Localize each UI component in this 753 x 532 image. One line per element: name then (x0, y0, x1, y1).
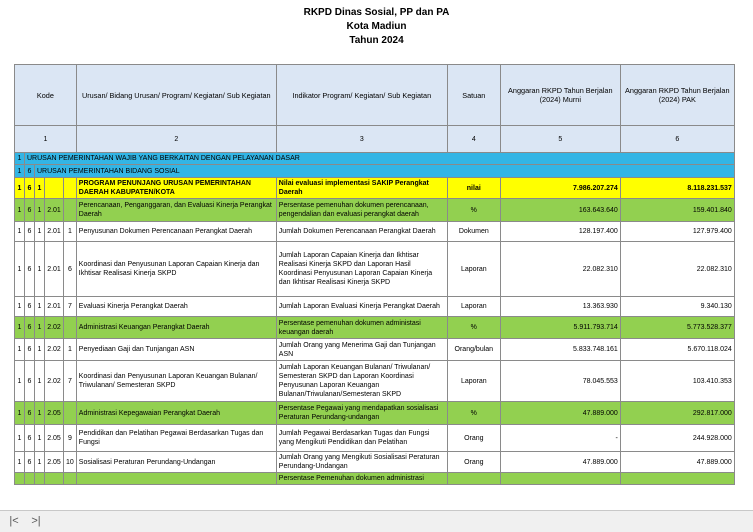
kode-5-cell (64, 473, 77, 485)
anggaran-pak-cell: 5.773.528.377 (620, 317, 734, 339)
kode-4-cell: 2.01 (45, 297, 64, 317)
kode-5-cell (64, 402, 77, 425)
title-line-1: RKPD Dinas Sosial, PP dan PA (303, 7, 450, 18)
col-number-1: 1 (15, 126, 77, 153)
kode-1-cell: 1 (15, 317, 25, 339)
kode-5-cell: 7 (64, 361, 77, 402)
title-line-3: Tahun 2024 (349, 35, 404, 46)
kode-3-cell: 1 (35, 297, 45, 317)
table-row (15, 178, 735, 199)
kode-1-cell: 1 (15, 153, 25, 165)
kode-2-cell: 6 (25, 402, 35, 425)
kode-4-cell: 2.01 (45, 242, 64, 297)
urusan-cell: Pendidikan dan Pelatihan Pegawai Berdasarkan Tugas dan Fungsi (76, 425, 276, 452)
satuan-cell: % (447, 317, 500, 339)
header-kode: Kode (15, 65, 77, 126)
table-row (15, 153, 735, 165)
anggaran-pak-cell: 47.889.000 (620, 452, 734, 473)
kode-3-cell: 1 (35, 222, 45, 242)
indikator-cell: Jumlah Dokumen Perencanaan Perangkat Daerah (276, 222, 447, 242)
kode-4-cell: 2.05 (45, 402, 64, 425)
kode-1-cell: 1 (15, 165, 25, 178)
indikator-cell: Persentase pemenuhan dokumen administasi keuangan daerah (276, 317, 447, 339)
kode-2-cell: 6 (25, 199, 35, 222)
header-anggaran-pak: Anggaran RKPD Tahun Berjalan (2024) PAK (620, 65, 734, 126)
col-number-5: 5 (500, 126, 620, 153)
kode-2-cell: 6 (25, 339, 35, 361)
indikator-cell: Jumlah Laporan Capaian Kinerja dan Ikhtisar Realisasi Kinerja SKPD dan Laporan Hasil Koordinasi Penyusunan Laporan Capaian Kinerja dan Ikhtisar Realisasi Kinerja SKPD (276, 242, 447, 297)
anggaran-pak-cell: 5.670.118.024 (620, 339, 734, 361)
urusan-cell: Administrasi Keuangan Perangkat Daerah (76, 317, 276, 339)
table-row (15, 199, 735, 222)
kode-4-cell: 2.05 (45, 425, 64, 452)
kode-5-cell: 6 (64, 242, 77, 297)
kode-3-cell: 1 (35, 178, 45, 199)
urusan-cell: Koordinasi dan Penyusunan Laporan Capaian Kinerja dan Ikhtisar Realisasi Kinerja SKPD (76, 242, 276, 297)
kode-1-cell (15, 473, 25, 485)
urusan-cell: Penyusunan Dokumen Perencanaan Perangkat Daerah (76, 222, 276, 242)
kode-4-cell: 2.02 (45, 339, 64, 361)
anggaran-pak-cell: 22.082.310 (620, 242, 734, 297)
header-satuan: Satuan (447, 65, 500, 126)
anggaran-murni-cell: - (500, 425, 620, 452)
anggaran-murni-cell (500, 473, 620, 485)
indikator-cell: Jumlah Laporan Keuangan Bulanan/ Triwulanan/ Semesteran SKPD dan Laporan Koordinasi Penyusunan Laporan Keuangan Bulanan/Triwulanan/Semesteran SKPD (276, 361, 447, 402)
anggaran-murni-cell: 5.911.793.714 (500, 317, 620, 339)
satuan-cell: % (447, 402, 500, 425)
table-body (15, 153, 735, 485)
satuan-cell: Orang (447, 425, 500, 452)
rkpd-table (14, 64, 735, 485)
urusan-cell: Sosialisasi Peraturan Perundang-Undangan (76, 452, 276, 473)
satuan-cell: Orang/bulan (447, 339, 500, 361)
urusan-cell: Koordinasi dan Penyusunan Laporan Keuangan Bulanan/ Triwulanan/ Semesteran SKPD (76, 361, 276, 402)
kode-4-cell: 2.05 (45, 452, 64, 473)
kode-4-cell (45, 473, 64, 485)
kode-1-cell: 1 (15, 452, 25, 473)
table-row (15, 165, 735, 178)
kode-3-cell (35, 473, 45, 485)
kode-4-cell: 2.02 (45, 317, 64, 339)
kode-2-cell: 6 (25, 425, 35, 452)
urusan-cell: URUSAN PEMERINTAHAN WAJIB YANG BERKAITAN DENGAN PELAYANAN DASAR (25, 153, 735, 165)
satuan-cell: % (447, 199, 500, 222)
kode-2-cell: 6 (25, 222, 35, 242)
table-row (15, 473, 735, 485)
anggaran-murni-cell: 163.643.640 (500, 199, 620, 222)
table-row (15, 452, 735, 473)
kode-1-cell: 1 (15, 361, 25, 402)
satuan-cell: Orang (447, 452, 500, 473)
last-sheet-button[interactable]: >| (31, 515, 41, 527)
indikator-cell: Persentase pemenuhan dokumen perencanaan, pengendalian dan evaluasi perangkat daerah (276, 199, 447, 222)
title-line-2: Kota Madiun (346, 21, 407, 32)
table-row (15, 361, 735, 402)
satuan-cell: Laporan (447, 297, 500, 317)
anggaran-pak-cell: 9.340.130 (620, 297, 734, 317)
kode-1-cell: 1 (15, 222, 25, 242)
anggaran-murni-cell: 47.889.000 (500, 452, 620, 473)
kode-1-cell: 1 (15, 199, 25, 222)
urusan-cell: URUSAN PEMERINTAHAN BIDANG SOSIAL (35, 165, 735, 178)
kode-2-cell: 6 (25, 178, 35, 199)
kode-5-cell (64, 199, 77, 222)
urusan-cell: Penyediaan Gaji dan Tunjangan ASN (76, 339, 276, 361)
kode-5-cell: 10 (64, 452, 77, 473)
kode-5-cell: 7 (64, 297, 77, 317)
anggaran-pak-cell: 8.118.231.537 (620, 178, 734, 199)
col-number-6: 6 (620, 126, 734, 153)
urusan-cell: Evaluasi Kinerja Perangkat Daerah (76, 297, 276, 317)
kode-4-cell: 2.02 (45, 361, 64, 402)
anggaran-pak-cell: 292.817.000 (620, 402, 734, 425)
kode-3-cell: 1 (35, 402, 45, 425)
kode-1-cell: 1 (15, 339, 25, 361)
anggaran-murni-cell: 7.986.207.274 (500, 178, 620, 199)
kode-4-cell: 2.01 (45, 199, 64, 222)
kode-5-cell: 1 (64, 339, 77, 361)
kode-3-cell: 1 (35, 199, 45, 222)
anggaran-pak-cell (620, 473, 734, 485)
col-number-3: 3 (276, 126, 447, 153)
anggaran-pak-cell: 103.410.353 (620, 361, 734, 402)
satuan-cell: Laporan (447, 361, 500, 402)
anggaran-pak-cell: 244.928.000 (620, 425, 734, 452)
anggaran-murni-cell: 22.082.310 (500, 242, 620, 297)
indikator-cell: Nilai evaluasi implementasi SAKIP Perangkat Daerah (276, 178, 447, 199)
header-anggaran-murni: Anggaran RKPD Tahun Berjalan (2024) Murni (500, 65, 620, 126)
kode-1-cell: 1 (15, 297, 25, 317)
kode-5-cell: 9 (64, 425, 77, 452)
kode-2-cell: 6 (25, 165, 35, 178)
kode-2-cell: 6 (25, 317, 35, 339)
table-row (15, 297, 735, 317)
kode-1-cell: 1 (15, 425, 25, 452)
first-sheet-button[interactable]: |< (9, 515, 19, 527)
urusan-cell: PROGRAM PENUNJANG URUSAN PEMERINTAHAN DAERAH KABUPATEN/KOTA (76, 178, 276, 199)
anggaran-murni-cell: 47.889.000 (500, 402, 620, 425)
report-title (0, 6, 753, 48)
table-row (15, 317, 735, 339)
kode-2-cell: 6 (25, 361, 35, 402)
urusan-cell: Administrasi Kepegawaian Perangkat Daerah (76, 402, 276, 425)
kode-2-cell (25, 473, 35, 485)
kode-5-cell (64, 317, 77, 339)
kode-2-cell: 6 (25, 297, 35, 317)
col-number-4: 4 (447, 126, 500, 153)
satuan-cell: nilai (447, 178, 500, 199)
kode-3-cell: 1 (35, 339, 45, 361)
kode-5-cell (64, 178, 77, 199)
table-row (15, 339, 735, 361)
indikator-cell: Persentase Pemenuhan dokumen administrasi (276, 473, 447, 485)
anggaran-murni-cell: 5.833.748.161 (500, 339, 620, 361)
anggaran-murni-cell: 78.045.553 (500, 361, 620, 402)
anggaran-murni-cell: 128.197.400 (500, 222, 620, 242)
kode-1-cell: 1 (15, 178, 25, 199)
kode-1-cell: 1 (15, 402, 25, 425)
indikator-cell: Jumlah Laporan Evaluasi Kinerja Perangkat Daerah (276, 297, 447, 317)
kode-4-cell (45, 178, 64, 199)
kode-3-cell: 1 (35, 242, 45, 297)
kode-4-cell: 2.01 (45, 222, 64, 242)
kode-3-cell: 1 (35, 361, 45, 402)
urusan-cell: Perencanaan, Penganggaran, dan Evaluasi Kinerja Perangkat Daerah (76, 199, 276, 222)
kode-3-cell: 1 (35, 452, 45, 473)
satuan-cell: Laporan (447, 242, 500, 297)
indikator-cell: Jumlah Pegawai Berdasarkan Tugas dan Fungsi yang Mengikuti Pendidikan dan Pelatihan (276, 425, 447, 452)
table-row (15, 425, 735, 452)
kode-3-cell: 1 (35, 317, 45, 339)
indikator-cell: Jumlah Orang yang Menerima Gaji dan Tunjangan ASN (276, 339, 447, 361)
table-row (15, 402, 735, 425)
table-row (15, 242, 735, 297)
kode-5-cell: 1 (64, 222, 77, 242)
table-row (15, 222, 735, 242)
indikator-cell: Persentase Pegawai yang mendapatkan sosialisasi Peraturan Perundang-undangan (276, 402, 447, 425)
col-number-2: 2 (76, 126, 276, 153)
header-urusan: Urusan/ Bidang Urusan/ Program/ Kegiatan/ Sub Kegiatan (76, 65, 276, 126)
satuan-cell (447, 473, 500, 485)
kode-2-cell: 6 (25, 242, 35, 297)
kode-1-cell: 1 (15, 242, 25, 297)
anggaran-murni-cell: 13.363.930 (500, 297, 620, 317)
kode-3-cell: 1 (35, 425, 45, 452)
satuan-cell: Dokumen (447, 222, 500, 242)
anggaran-pak-cell: 159.401.840 (620, 199, 734, 222)
indikator-cell: Jumlah Orang yang Mengikuti Sosialisasi Peraturan Perundang-Undangan (276, 452, 447, 473)
header-indikator: Indikator Program/ Kegiatan/ Sub Kegiatan (276, 65, 447, 126)
sheet-navigation-bar (0, 510, 753, 532)
anggaran-pak-cell: 127.979.400 (620, 222, 734, 242)
urusan-cell (76, 473, 276, 485)
kode-2-cell: 6 (25, 452, 35, 473)
